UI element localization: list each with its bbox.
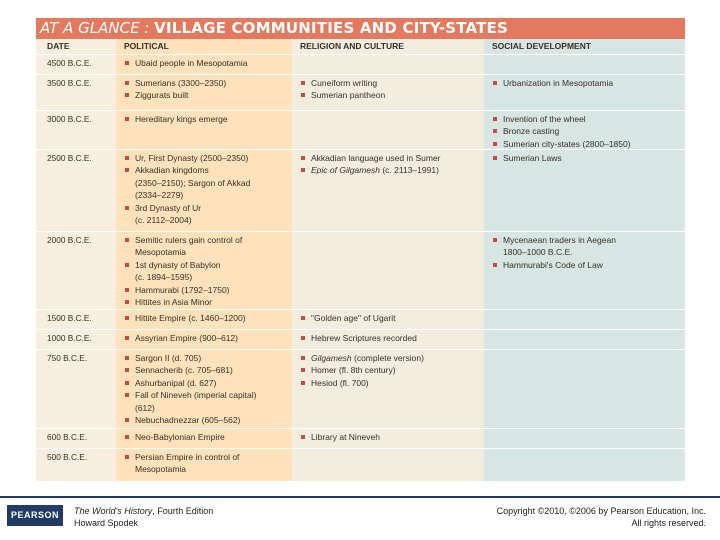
- bullet-icon: [301, 93, 305, 97]
- social-cell: [492, 234, 682, 271]
- list-item: [124, 414, 289, 426]
- bullet-icon: [493, 81, 497, 85]
- list-item: [124, 259, 289, 271]
- bullet-icon: [125, 356, 129, 360]
- item-text: (c. 1894–1595): [135, 272, 193, 283]
- bullet-icon: [301, 435, 305, 439]
- list-item: [300, 377, 482, 389]
- list-item: [300, 164, 482, 176]
- item-text: Akkadian kingdoms: [135, 165, 209, 176]
- list-item: [124, 189, 289, 201]
- item-text: Cuneiform writing: [311, 78, 378, 88]
- item-text: Hammurabi (1792–1750): [135, 284, 230, 295]
- list-item: [124, 89, 289, 101]
- item-text: Hesiod (fl. 700): [311, 377, 369, 388]
- item-text: Fall of Nineveh (imperial capital): [135, 390, 257, 401]
- list-item: [124, 463, 289, 475]
- item-text: Sumerian city-states (2800–1850): [503, 138, 631, 149]
- bullet-icon: [301, 168, 305, 172]
- table-row: [36, 231, 685, 309]
- religion-cell: [300, 152, 482, 177]
- title-main: VILLAGE COMMUNITIES AND CITY-STATES: [154, 19, 509, 37]
- item-text: (c. 2112–2004): [135, 215, 192, 226]
- list-item: [124, 352, 289, 364]
- list-item: [124, 152, 289, 164]
- list-item: [492, 234, 682, 246]
- political-cell: [124, 332, 289, 344]
- list-item: [300, 152, 482, 164]
- list-item: [124, 214, 289, 226]
- list-item: [124, 202, 289, 214]
- table-row: [36, 329, 685, 349]
- bullet-icon: [301, 81, 305, 85]
- list-item: [124, 332, 289, 344]
- table-title: [36, 18, 685, 39]
- bullet-icon: [125, 61, 129, 65]
- date-cell: 3000 B.C.E.: [47, 114, 92, 124]
- political-cell: [124, 152, 289, 226]
- header-political: POLITICAL: [124, 41, 169, 51]
- bullet-icon: [125, 168, 129, 172]
- item-text: (complete version): [351, 353, 424, 363]
- date-cell: 1500 B.C.E.: [47, 313, 92, 323]
- date-cell: 2000 B.C.E.: [47, 235, 92, 245]
- table-row: [36, 448, 685, 481]
- list-item: [492, 152, 682, 164]
- item-text: Mycenaean traders in Aegean: [503, 235, 616, 245]
- bullet-icon: [493, 142, 497, 146]
- bullet-icon: [125, 393, 129, 397]
- bullet-icon: [125, 381, 129, 385]
- table-row: [36, 54, 685, 74]
- list-item: [124, 296, 289, 308]
- list-item: [492, 113, 682, 125]
- list-item: [300, 364, 482, 376]
- item-text: (612): [135, 402, 155, 413]
- list-item: [124, 431, 289, 443]
- item-text: "Golden age" of Ugarit: [311, 313, 396, 323]
- religion-cell: [300, 332, 482, 344]
- item-text: Sumerian pantheon: [311, 90, 386, 101]
- bullet-icon: [301, 381, 305, 385]
- list-item: [300, 332, 482, 344]
- list-item: [124, 77, 289, 89]
- item-text: Neo-Babylonian Empire: [135, 432, 225, 442]
- political-cell: [124, 57, 289, 69]
- political-cell: [124, 234, 289, 308]
- bullet-icon: [301, 316, 305, 320]
- bullet-icon: [493, 117, 497, 121]
- list-item: [492, 77, 682, 89]
- item-text: Persian Empire in control of: [135, 452, 240, 462]
- table-row: [36, 349, 685, 428]
- bullet-icon: [493, 263, 497, 267]
- list-item: [300, 89, 482, 101]
- list-item: [492, 246, 682, 258]
- item-text: Sumerians (3300–2350): [135, 78, 227, 88]
- political-cell: [124, 352, 289, 426]
- item-text: Nebuchadnezzar (605–562): [135, 415, 241, 426]
- item-text: Hittites in Asia Minor: [135, 297, 212, 308]
- book-author: Howard Spodek: [74, 518, 139, 528]
- social-cell: [492, 152, 682, 164]
- item-text: 1800–1000 B.C.E.: [503, 247, 573, 258]
- list-item: [124, 451, 289, 463]
- bullet-icon: [125, 336, 129, 340]
- list-item: [492, 259, 682, 271]
- date-cell: 3500 B.C.E.: [47, 78, 92, 88]
- date-cell: 4500 B.C.E.: [47, 58, 92, 68]
- list-item: [124, 284, 289, 296]
- item-text: Ubaid people in Mesopotamia: [135, 58, 248, 68]
- header-religion: RELIGION AND CULTURE: [300, 41, 404, 51]
- list-item: [124, 113, 289, 125]
- bullet-icon: [125, 435, 129, 439]
- table-row: [36, 149, 685, 231]
- bullet-icon: [493, 129, 497, 133]
- table-row: [36, 110, 685, 149]
- item-text: Ur, First Dynasty (2500–2350): [135, 153, 249, 163]
- list-item: [124, 312, 289, 324]
- list-item: [124, 164, 289, 176]
- bullet-icon: [125, 238, 129, 242]
- bullet-icon: [125, 418, 129, 422]
- political-cell: [124, 77, 289, 102]
- date-cell: 1000 B.C.E.: [47, 333, 92, 343]
- bullet-icon: [493, 156, 497, 160]
- list-item: [124, 177, 289, 189]
- item-text: Bronze casting: [503, 126, 560, 137]
- list-item: [124, 271, 289, 283]
- date-cell: 2500 B.C.E.: [47, 153, 92, 163]
- copyright-text: Copyright ©2010, ©2006 by Pearson Education, Inc.: [496, 506, 706, 516]
- list-item: [124, 234, 289, 246]
- bullet-icon: [301, 356, 305, 360]
- list-item: [124, 402, 289, 414]
- item-text: Sennacherib (c. 705–681): [135, 365, 233, 376]
- footer-divider: [0, 496, 720, 498]
- item-text: Mesopotamia: [135, 464, 187, 475]
- item-text: (2350–2150); Sargon of Akkad: [135, 177, 251, 188]
- bullet-icon: [301, 156, 305, 160]
- item-text: 1st dynasty of Babylon: [135, 259, 221, 270]
- item-text: Akkadian language used in Sumer: [311, 153, 441, 163]
- political-cell: [124, 431, 289, 443]
- item-text: Hebrew Scriptures recorded: [311, 333, 417, 343]
- political-cell: [124, 113, 289, 125]
- bullet-icon: [493, 238, 497, 242]
- item-text: Hereditary kings emerge: [135, 114, 228, 124]
- header-social: SOCIAL DEVELOPMENT: [492, 41, 592, 51]
- religion-cell: [300, 352, 482, 389]
- item-text: Sargon II (d. 705): [135, 353, 202, 363]
- bullet-icon: [125, 455, 129, 459]
- item-text: Homer (fl. 8th century): [311, 365, 396, 376]
- political-cell: [124, 451, 289, 476]
- religion-cell: [300, 77, 482, 102]
- date-cell: 750 B.C.E.: [47, 353, 88, 363]
- header-date: DATE: [47, 41, 70, 51]
- list-item: [300, 77, 482, 89]
- bullet-icon: [125, 117, 129, 121]
- date-cell: 600 B.C.E.: [47, 432, 88, 442]
- bullet-icon: [125, 288, 129, 292]
- table-row: [36, 74, 685, 110]
- title-prefix: AT A GLANCE :: [40, 19, 150, 37]
- book-title: The World's History: [74, 506, 153, 516]
- book-edition: , Fourth Edition: [152, 506, 214, 516]
- table-row: [36, 428, 685, 448]
- religion-cell: [300, 312, 482, 324]
- social-cell: [492, 113, 682, 150]
- item-title: Gilgamesh: [311, 353, 352, 363]
- list-item: [124, 246, 289, 258]
- item-text: (c. 2113–1991): [379, 165, 439, 176]
- item-text: Ziggurats built: [135, 90, 189, 101]
- list-item: [492, 125, 682, 137]
- item-text: Invention of the wheel: [503, 114, 586, 124]
- item-text: Ashurbanipal (d. 627): [135, 377, 217, 388]
- item-text: 3rd Dynasty of Ur: [135, 202, 202, 213]
- item-title: Epic of Gilgamesh: [311, 165, 380, 176]
- bullet-icon: [125, 156, 129, 160]
- at-a-glance-table: [36, 18, 685, 481]
- item-text: Semitic rulers gain control of: [135, 235, 243, 245]
- item-text: Urbanization in Mesopotamia: [503, 78, 614, 88]
- item-text: (2334–2279): [135, 190, 184, 201]
- bullet-icon: [301, 336, 305, 340]
- item-text: Assyrian Empire (900–612): [135, 333, 238, 343]
- item-text: Hittite Empire (c. 1460–1200): [135, 313, 246, 323]
- list-item: [124, 364, 289, 376]
- item-text: Library at Nineveh: [311, 432, 380, 442]
- social-cell: [492, 77, 682, 89]
- bullet-icon: [125, 263, 129, 267]
- list-item: [300, 312, 482, 324]
- list-item: [124, 377, 289, 389]
- bullet-icon: [125, 300, 129, 304]
- item-text: Mesopotamia: [135, 247, 187, 258]
- bullet-icon: [125, 206, 129, 210]
- bullet-icon: [125, 316, 129, 320]
- date-cell: 500 B.C.E.: [47, 452, 88, 462]
- list-item: [300, 431, 482, 443]
- pearson-logo: PEARSON: [7, 505, 63, 526]
- item-text: Sumerian Laws: [503, 153, 562, 163]
- political-cell: [124, 312, 289, 324]
- bullet-icon: [125, 93, 129, 97]
- bullet-icon: [125, 368, 129, 372]
- religion-cell: [300, 431, 482, 443]
- bullet-icon: [301, 368, 305, 372]
- table-row: [36, 309, 685, 329]
- list-item: [124, 389, 289, 401]
- item-text: Hammurabi's Code of Law: [503, 259, 603, 270]
- footer-copyright: [497, 505, 706, 529]
- list-item: [124, 57, 289, 69]
- bullet-icon: [125, 81, 129, 85]
- rights-text: All rights reserved.: [631, 518, 706, 528]
- footer-book-info: [74, 505, 213, 529]
- list-item: [300, 352, 482, 364]
